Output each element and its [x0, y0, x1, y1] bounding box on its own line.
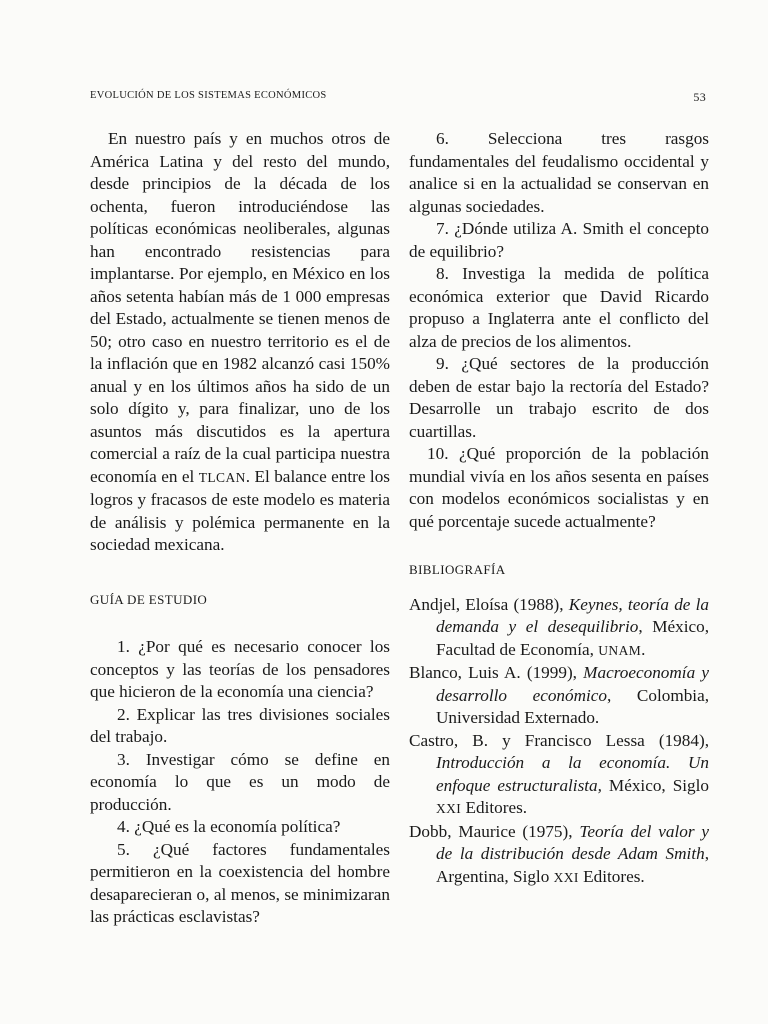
bibliography-entry: Andjel, Eloísa (1988), Keynes, teoría de la demanda y el desequilibrio, México, Facultad de Economía, UNAM. [409, 594, 710, 659]
question-item: 10. ¿Qué proporción de la población mundial vivía en los años sesenta en países con modelos económicos socialistas y en qué porcentaje sucede actualmente? [409, 444, 709, 531]
running-header [90, 90, 706, 105]
question-item: 4. ¿Qué es la economía política? [117, 817, 341, 836]
page-number: 53 [693, 90, 706, 104]
bibliography-entry: Castro, B. y Francisco Lessa (1984), Introducción a la economía. Un enfoque estructuralista, México, Siglo XXI Editores. [409, 730, 709, 817]
question-item: 9. ¿Qué sectores de la producción deben de estar bajo la rectoría del Estado? Desarrolle un trabajo escrito de dos cuartillas. [409, 354, 709, 441]
bibliography-entry: Blanco, Luis A. (1999), Macroeconomía y desarrollo económico, Colombia, Universidad Externado. [409, 663, 710, 727]
right-column [409, 128, 709, 889]
bibliography-heading: BIBLIOGRAFÍA [409, 562, 506, 577]
acronym-tlcan: TLCAN [198, 469, 246, 485]
bibliography-entry: Dobb, Maurice (1975), Teoría del valor y de la distribución desde Adam Smith, Argentina, Siglo XXI Editores. [409, 821, 710, 886]
question-item: 8. Investiga la medida de política económica exterior que David Ricardo propuso a Inglaterra ante el conflicto del alza de precios de los alimentos. [409, 264, 709, 351]
question-item: 1. ¿Por qué es necesario conocer los conceptos y las teorías de los pensadores que hicieron de la economía una ciencia? [90, 637, 390, 701]
body-paragraph: En nuestro país y en muchos otros de América Latina y del resto del mundo, desde principios de la década de los ochenta, fueron introduciéndose las políticas económicas neoliberales, algunas han encontrado resistencias para implantarse. Por ejemplo, en México en los años setenta habían más de 1 000 empresas del Estado, actualmente se tienen menos de 50; otro caso en nuestro territorio es el de la inflación que en 1982 alcanzó casi 150% anual y en los últimos años ha sido de un solo dígito y, para finalizar, uno de los asuntos más discutidos es la apertura comercial a raíz de la cual participa nuestra economía en el TLCAN. El balance entre los logros y fracasos de este modelo es materia de análisis y polémica permanente en la sociedad mexicana. [90, 129, 390, 554]
question-item: 2. Explicar las tres divisiones sociales del trabajo. [90, 704, 390, 746]
running-title: EVOLUCIÓN DE LOS SISTEMAS ECONÓMICOS [90, 90, 327, 101]
left-column [90, 128, 390, 929]
study-guide-heading: GUÍA DE ESTUDIO [90, 591, 208, 607]
question-item: 5. ¿Qué factores fundamentales permitieron en la coexistencia del hombre desaparecieran o, al menos, se minimizaran las prácticas esclavistas? [90, 839, 390, 926]
question-item: 3. Investigar cómo se define en economía lo que es un modo de producción. [90, 749, 390, 814]
question-item: 7. ¿Dónde utiliza A. Smith el concepto de equilibrio? [409, 219, 709, 261]
question-item: 6. Selecciona tres rasgos fundamentales del feudalismo occidental y analice si en la actualidad se conservan en algunas sociedades. [409, 129, 709, 216]
